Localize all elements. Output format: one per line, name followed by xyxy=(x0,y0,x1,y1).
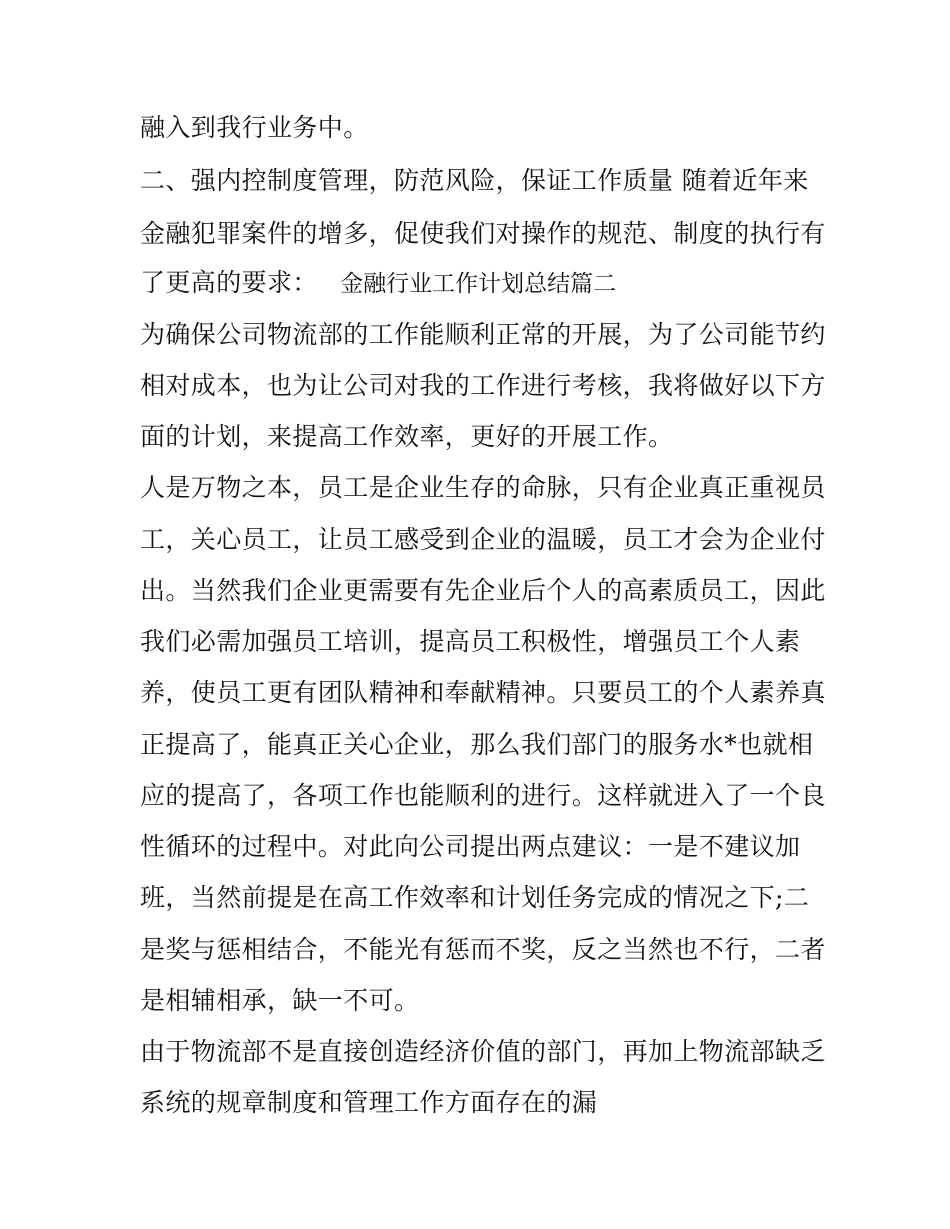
text-line: 为确保公司物流部的工作能顺利正常的开展，为了公司能节约 xyxy=(140,320,826,349)
text-line: 人是万物之本，员工是企业生存的命脉，只有企业真正重视员 xyxy=(140,473,826,502)
text-line: 性循环的过程中。对此向公司提出两点建议：一是不建议加 xyxy=(140,832,801,861)
text-line: 面的计划，来提高工作效率，更好的开展工作。 xyxy=(140,422,674,451)
text-line: 工，关心员工，让员工感受到企业的温暖，员工才会为企业付 xyxy=(140,525,826,554)
text-line: 正提高了，能真正关心企业，那么我们部门的服务水*也就相 xyxy=(140,730,814,759)
text-line: 我们必需加强员工培训，提高员工积极性，增强员工个人素 xyxy=(140,627,801,656)
text-line: 了更高的要求： xyxy=(140,268,318,297)
text-line: 是相辅相承，缺一不可。 xyxy=(140,986,420,1015)
text-line: 金融犯罪案件的增多，促使我们对操作的规范、制度的执行有 xyxy=(140,219,826,248)
text-line: 是奖与惩相结合，不能光有惩而不奖，反之当然也不行，二者 xyxy=(140,935,826,964)
text-line-with-heading xyxy=(140,268,616,299)
text-line: 融入到我行业务中。 xyxy=(140,113,369,142)
text-line: 二、强内控制度管理，防范风险，保证工作质量 随着近年来 xyxy=(140,166,809,195)
text-line: 班，当然前提是在高工作效率和计划任务完成的情况之下;二 xyxy=(140,883,810,912)
section-heading: 金融行业工作计划总结篇二 xyxy=(340,271,617,297)
text-line: 出。当然我们企业更需要有先企业后个人的高素质员工，因此 xyxy=(140,576,826,605)
text-line: 相对成本，也为让公司对我的工作进行考核，我将做好以下方 xyxy=(140,371,826,400)
text-line: 应的提高了，各项工作也能顺利的进行。这样就进入了一个良 xyxy=(140,781,826,810)
text-line: 养，使员工更有团队精神和奉献精神。只要员工的个人素养真 xyxy=(140,678,826,707)
text-line: 由于物流部不是直接创造经济价值的部门，再加上物流部缺乏 xyxy=(140,1037,826,1066)
text-line: 系统的规章制度和管理工作方面存在的漏 xyxy=(140,1088,598,1117)
